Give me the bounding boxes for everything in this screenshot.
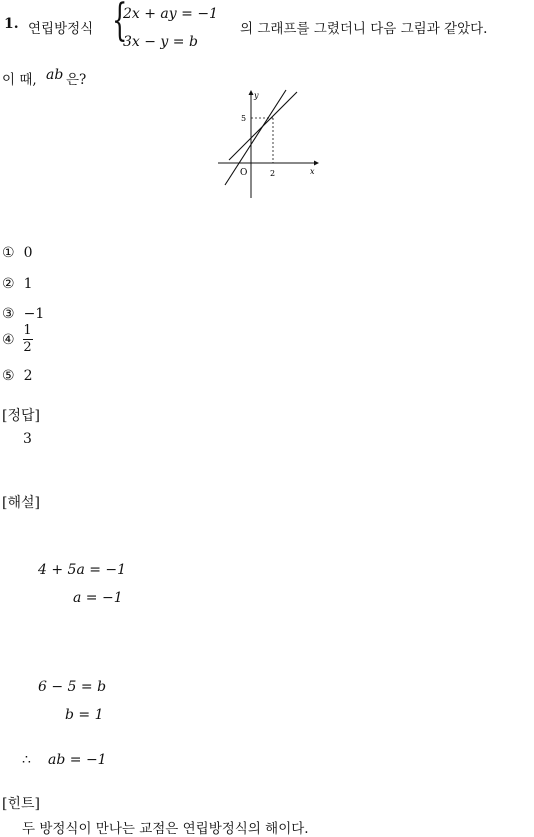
choice-1-number: ① (2, 245, 15, 261)
y-tick-label: 5 (241, 114, 247, 123)
choice-5-value: 2 (23, 368, 33, 384)
explanation-step1-line1: 4 + 5a = −1 (38, 562, 127, 578)
origin-label: O (240, 168, 248, 178)
choice-3[interactable] (2, 303, 44, 322)
hint-text: 두 방정식이 만나는 교점은 연립방정식의 해이다. (22, 821, 309, 837)
hint-label: [힌트] (2, 796, 40, 812)
choice-2-number: ② (2, 276, 15, 292)
question-line2-suffix: 은? (66, 72, 87, 88)
choice-4[interactable] (2, 324, 33, 355)
x-axis-label: x (310, 167, 315, 176)
x-tick-label: 2 (270, 169, 276, 178)
choice-3-number: ③ (2, 306, 15, 322)
question-prompt-end: 의 그래프를 그렸더니 다음 그림과 같았다. (240, 21, 488, 37)
x-axis-arrow (314, 161, 319, 166)
choice-1-value: 0 (23, 245, 33, 261)
y-axis-label: y (254, 91, 259, 100)
choice-4-denominator: 2 (23, 340, 32, 355)
question-number: 1. (4, 16, 19, 32)
therefore-symbol: ∴ (22, 752, 31, 768)
choice-4-numerator: 1 (23, 323, 32, 338)
choice-4-number: ④ (2, 331, 15, 348)
choice-5[interactable] (2, 365, 33, 384)
answer-value: 3 (23, 431, 32, 447)
explanation-conclusion: ab = −1 (48, 752, 107, 768)
choice-5-number: ⑤ (2, 368, 15, 384)
choice-3-value: −1 (23, 306, 45, 322)
choice-2[interactable] (2, 273, 33, 292)
choice-1[interactable] (2, 242, 33, 261)
question-line2-math: ab (46, 67, 64, 83)
explanation-step1-line2: a = −1 (73, 590, 123, 606)
equation-1: 2x + ay = −1 (123, 6, 218, 22)
graph-figure (215, 86, 320, 201)
y-axis-arrow (249, 90, 254, 95)
answer-label: [정답] (2, 408, 40, 424)
choice-2-value: 1 (23, 276, 33, 292)
explanation-step2-line1: 6 − 5 = b (38, 679, 107, 695)
line-2 (225, 90, 286, 185)
explanation-step2-line2: b = 1 (65, 707, 104, 723)
question-line2-prefix: 이 때, (2, 72, 37, 88)
question-prompt-start: 연립방정식 (28, 21, 94, 37)
choice-4-fraction (23, 324, 33, 355)
explanation-label: [해설] (2, 495, 40, 511)
equation-2: 3x − y = b (123, 34, 198, 50)
system-brace: { (112, 0, 128, 46)
